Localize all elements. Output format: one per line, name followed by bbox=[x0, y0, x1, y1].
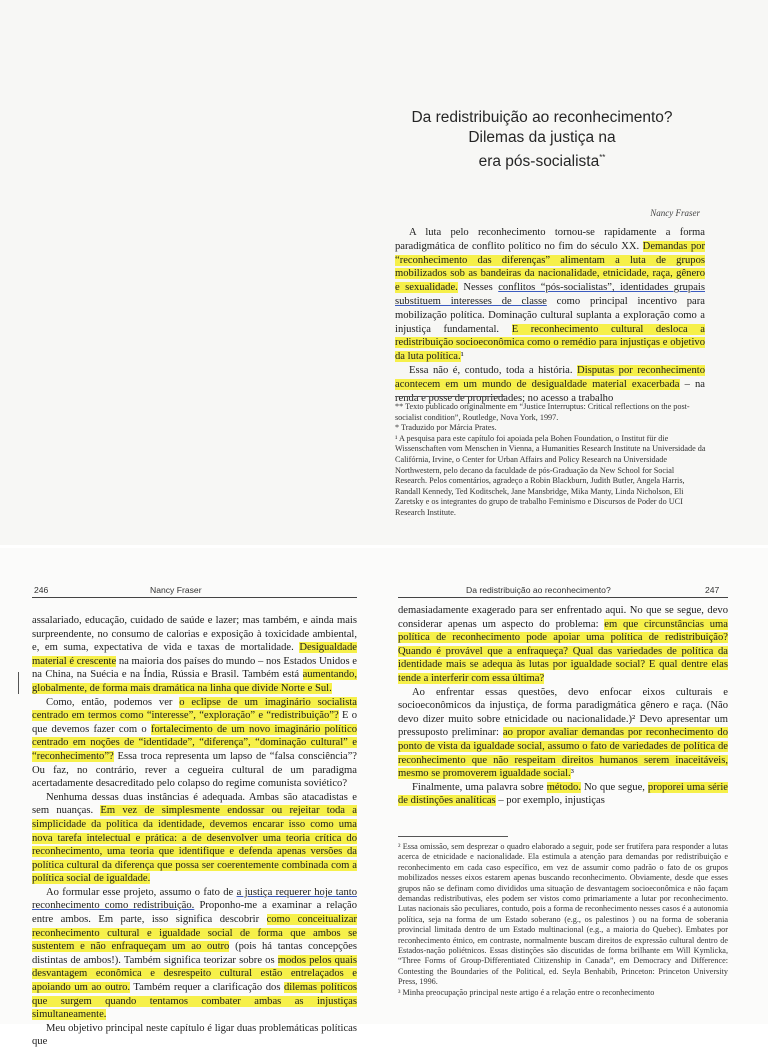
left-running-head: Nancy Fraser bbox=[150, 585, 202, 595]
text-segment: assalariado, educação, cuidado de saúde e lazer; mas também, e ainda mais surpreendente, no consumo de calorias e exposição à toxicidade ambiental, e, em suma, expectativa de vida e taxas de mortalidade. bbox=[32, 615, 357, 654]
highlighted-text: Em vez de simplesmente endossar ou rejeitar toda a simplicidade da política da identidade, devemos encarar isso como uma nova tarefa intelectual e prática: a de desenvolver uma teoria crítica do reconhecimento, uma teoria que identifique e defenda apenas versões da política cultural da diferença que possa ser coerentemente combinada com a política social de igualdade. bbox=[32, 805, 357, 885]
text-segment: Finalmente, uma palavra sobre bbox=[412, 781, 547, 793]
highlighted-text: dilemas políticos que surgem quando tentamos combater ambas as injustiças simultaneamente. bbox=[32, 982, 357, 1021]
text-segment: E o que devemos fazer com o bbox=[32, 710, 357, 735]
highlighted-text: Desigualdade material é crescente bbox=[32, 642, 357, 667]
left-paragraph-4 bbox=[32, 886, 357, 1022]
highlighted-text: fortalecimento de um novo imaginário político centrado em noções de “identidade”, “diferença”, “dominação cultural” e “reconhecimento”? bbox=[32, 723, 357, 762]
right-page-body bbox=[398, 604, 728, 808]
footnote-1: ¹ A pesquisa para este capítulo foi apoiada pela Bohen Foundation, o Institut für die Wissenschaften vom Menschen in Vienna, a Humanities Research Institute na Universidade da Califórnia, Irvine, o Center for Urban Affairs and Policy Research na Universidade Northwestern, pelo decano da faculdade de pós-Graduação da New School for Social Research. Pelos comentários, agradeço a Robin Blackburn, Judith Butler, Angela Harris, Randall Kennedy, Ted Koditschek, Jane Mansbridge, Mika Manty, Linda Nicholson, Eli Zaretsky e os integrantes do grupo de trabalho Feminismo e Discursos de Poder do UCI Research Institute. bbox=[395, 433, 706, 517]
footnote-2: ² Essa omissão, sem desprezar o quadro elaborado a seguir, pode ser frutífera para responder a lutas acerca de etnicidade e nacionalidade. Ela estimula a atenção para demandas por redistribuição e reconhecimento em cada caso específico, em vez de assumir como padrão o fato de os grupos mobilizados nesses eixos estarem apenas buscando reconhecimento. Obviamente, desde que esses grupos não se definam como divididos uma situação de desvantagem socioeconômica e não façam demandas redistributivas, eles podem ser vistos como primariamente a lutar por reconhecimento. Lutas nacionais são peculiares, contudo, pois a forma de reconhecimento nesses casos é a autonomia política, seja na forma de um Estado soberano (e.g., os palestinos ) ou na forma de soberania provincial limitada dentro de um Estado multinacional (e.g., a maioria do Quebec). Embates por reconhecimento étnico, em contraste, normalmente buscam direitos de expressão cultural dentro de Estados-nação poliétnicos. Essas distinções são discutidas de forma brilhante em Will Kymlicka, “Three Forms of Group-Differentiated Citizenship in Canada”, em Democracy and Difference: Contesting the Boundaries of the Political, ed. Seyla Benhabib, Princeton: Princeton University Press, 1996. bbox=[398, 842, 728, 987]
right-paragraph-2 bbox=[398, 686, 728, 781]
highlighted-text: proporei uma série de distinções analíticas bbox=[398, 781, 728, 807]
footnote-3: ³ Minha preocupação principal neste artigo é a relação entre o reconhecimento bbox=[398, 987, 655, 997]
highlighted-text: E reconhecimento cultural desloca a redistribuição socioeconômica como o remédio para injustiças e objetivo da luta política. bbox=[395, 323, 705, 363]
author-name: Nancy Fraser bbox=[650, 208, 700, 218]
chapter-title-line-2: Dilemas da justiça na bbox=[468, 129, 616, 146]
footnotes-right bbox=[398, 842, 728, 998]
underlined-text: a justiça requerer hoje tanto reconhecimento como redistribuição. bbox=[32, 886, 357, 912]
chapter-title-line-3: era pós-socialista bbox=[478, 153, 600, 171]
right-page-number: 247 bbox=[705, 585, 720, 595]
text-segment: Proponho-me a examinar a relação entre ambos. Em parte, isso significa descobrir bbox=[32, 900, 357, 926]
text-segment: No que segue, bbox=[581, 781, 648, 793]
highlighted-text: ao propor avaliar demandas por reconhecimento do ponto de vista da igualdade social, assumo o fato de variedades de política de reconhecimento que não respeitam direitos humanos serem inaceitáveis, mesmo se promoverem igualdade social. bbox=[398, 727, 728, 780]
underlined-text: conflitos “pós-socialistas”, identidades grupais substituem interesses de classe bbox=[395, 282, 705, 307]
intro-text bbox=[395, 226, 705, 405]
left-page-body bbox=[32, 614, 357, 1049]
text-segment: Ao enfrentar essas questões, devo enfocar eixos culturais e socioeconômicos da injustiça, de forma paradigmática gênero e raça. (Não devo dizer muito sobre etnicidade ou nacionalidade.)² Devo apresentar um pressuposto preliminar: bbox=[398, 686, 728, 739]
right-running-head: Da redistribuição ao reconhecimento? bbox=[466, 585, 611, 595]
text-segment: Nesses bbox=[457, 282, 499, 294]
highlighted-text: método. bbox=[546, 781, 581, 793]
highlighted-text: em que circunstâncias uma política de reconhecimento pode apoiar uma política de redistribuição? Quando é provável que a enfraqueça? Qual das variedades de política da identidade mais se adequa às lutas por igualdade social? E qual dentre elas tende a interferir com essa última? bbox=[398, 618, 728, 684]
footnote-divider bbox=[395, 396, 505, 397]
highlighted-text: Disputas por reconhecimento acontecem em um mundo de desigualdade material exacerbada bbox=[395, 364, 705, 390]
right-paragraph-1 bbox=[398, 604, 728, 686]
text-segment: ¹ bbox=[460, 351, 464, 363]
text-segment: Ao formular esse projeto, assumo o fato de bbox=[46, 886, 237, 898]
left-page-number: 246 bbox=[34, 585, 49, 595]
highlighted-text: o eclipse de um imaginário socialista centrado em termos como “interesse”, “exploração” e “redistribuição”? bbox=[32, 696, 357, 722]
footnote-original-publication: ** Texto publicado originalmente em “Justice Interruptus: Critical reflections on the post-socialist condition”, Routledge, Nova York, 1997. bbox=[395, 402, 690, 422]
left-paragraph-5: Meu objetivo principal neste capítulo é ligar duas problemáticas políticas que bbox=[32, 1022, 357, 1048]
right-footnote-divider bbox=[398, 836, 508, 837]
left-paragraph-1 bbox=[32, 614, 357, 696]
text-segment: Como, então, podemos ver bbox=[46, 696, 180, 708]
margin-pencil-mark bbox=[18, 672, 27, 694]
right-paragraph-3 bbox=[398, 781, 728, 808]
right-header-rule bbox=[398, 597, 728, 598]
text-segment: demasiadamente exagerado para ser enfrentado aqui. No que se segue, devo considerar apenas um aspecto do problema: bbox=[398, 605, 728, 630]
chapter-title bbox=[392, 108, 692, 172]
text-segment: Essa não é, contudo, toda a história. bbox=[409, 364, 578, 376]
text-segment: Nenhuma dessas duas instâncias é adequada. Ambas são atacadistas e sem nuanças. bbox=[32, 791, 357, 817]
text-segment: Também requer a clarificação dos bbox=[130, 982, 284, 994]
text-segment: A luta pelo reconhecimento tornou-se rapidamente a forma paradigmática de conflito político no fim do século XX. bbox=[395, 227, 705, 252]
highlighted-text: como conceitualizar reconhecimento cultural e igualdade social de forma que ambos se sustentem e não enfraqueçam um ao outro bbox=[32, 914, 357, 953]
chapter-title-line-1: Da redistribuição ao reconhecimento? bbox=[411, 109, 673, 126]
intro-paragraph-1 bbox=[395, 226, 705, 364]
text-segment: como principal incentivo para mobilização política. Dominação cultural suplanta a exploração como a injustiça fundamental. bbox=[395, 295, 705, 335]
text-segment: – por exemplo, injustiças bbox=[495, 795, 605, 807]
highlighted-text: Demandas por “reconhecimento das diferenças” alimentam a luta de grupos mobilizados sob as bandeiras da nacionalidade, etnicidade, raça, gênero e sexualidade. bbox=[395, 240, 706, 294]
text-segment: (pois há tantas concepções distintas de ambos!). Também significa teorizar sobre os bbox=[32, 941, 358, 966]
intro-paragraph-2 bbox=[395, 364, 705, 405]
text-segment: ³ bbox=[570, 768, 574, 780]
footnotes-top bbox=[395, 402, 707, 519]
left-paragraph-2 bbox=[32, 696, 357, 791]
title-footnote-marker: ** bbox=[599, 153, 606, 162]
footnote-translation: * Traduzido por Márcia Prates. bbox=[395, 423, 497, 433]
left-header-rule bbox=[32, 597, 357, 598]
left-paragraph-3 bbox=[32, 791, 357, 886]
text-segment: Essa troca representa um lapso de “falsa consciência”? Ou faz, no contrário, rever a cegueira cultural de um paradigma acertadamente desacreditado pelo colapso do regime comunista soviético? bbox=[32, 750, 357, 790]
highlighted-text: aumentando, globalmente, de forma mais dramática na linha que divide Norte e Sul. bbox=[32, 669, 357, 694]
text-segment: na maioria dos países do mundo – nos Estados Unidos e na China, na Suécia e na Índia, Rússia e Brasil. Também está bbox=[32, 655, 357, 681]
text-segment: – na renda e posse de propriedades; no acesso a trabalho bbox=[395, 378, 706, 404]
highlighted-text: modos pelos quais desvantagem econômica e desrespeito cultural estão entrelaçados e apoiando um ao outro. bbox=[32, 954, 357, 994]
